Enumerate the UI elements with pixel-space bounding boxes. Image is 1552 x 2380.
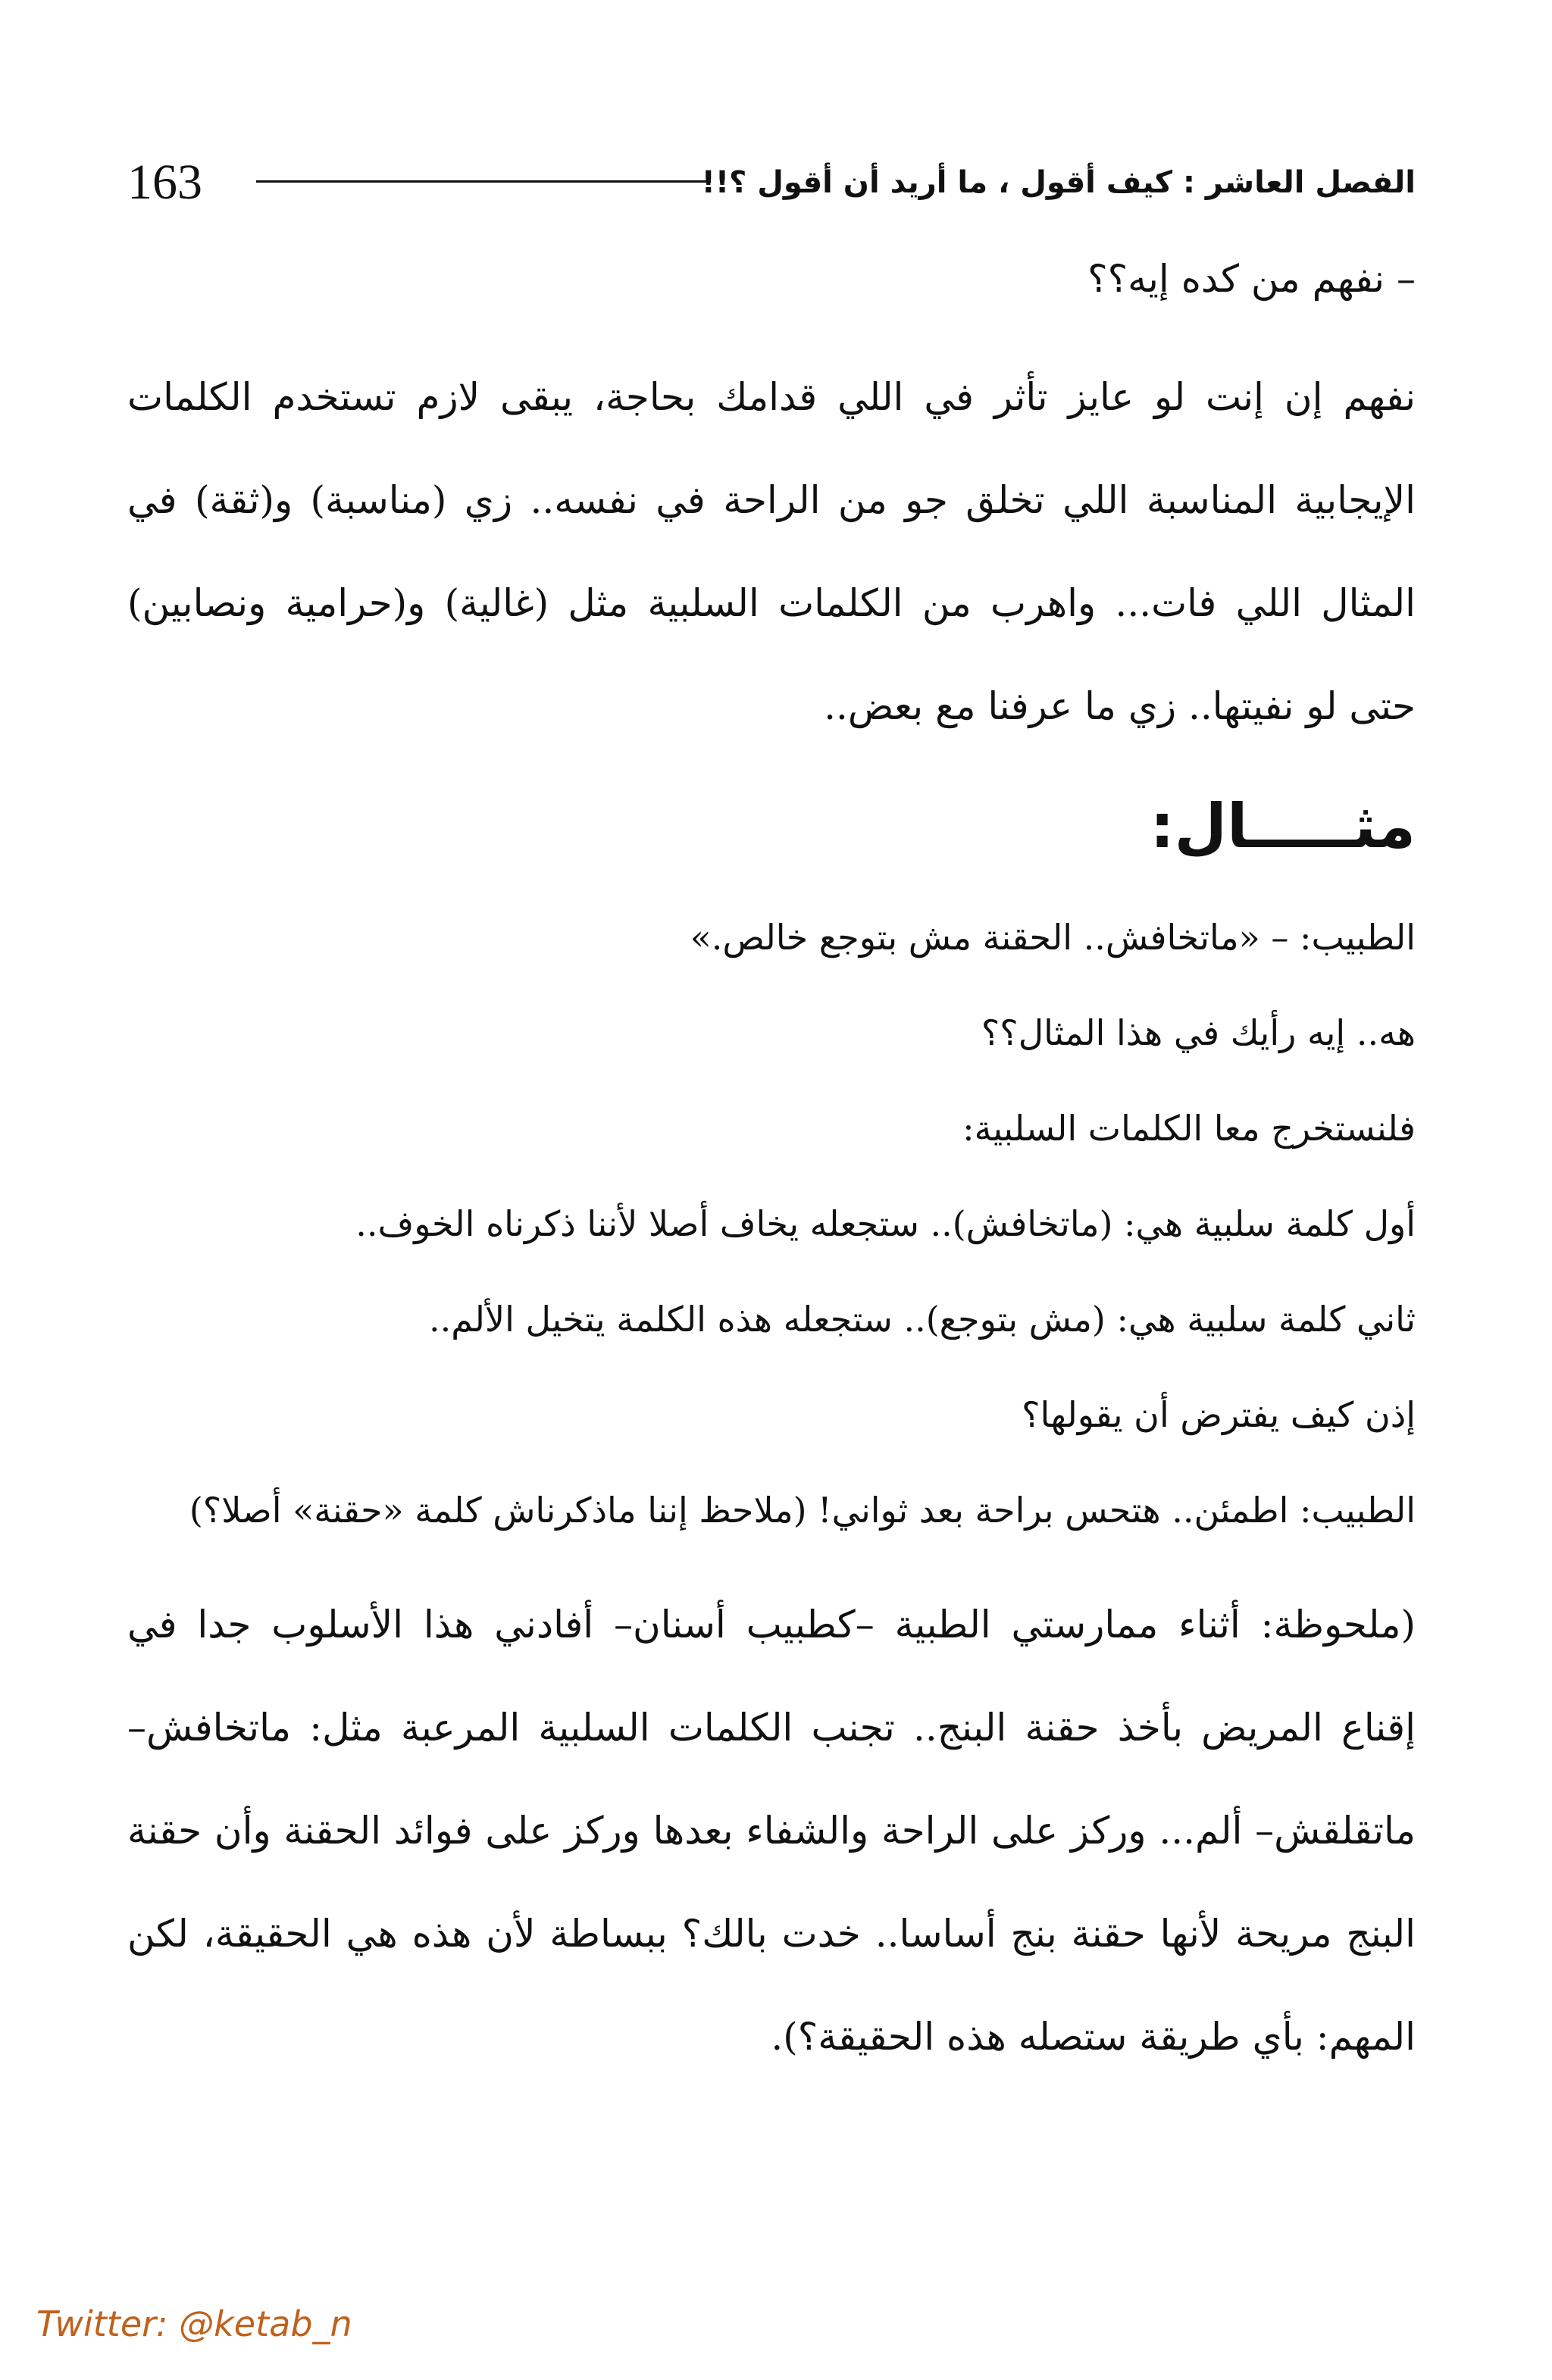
note-paragraph: (ملحوظة: أثناء ممارستي الطبية –كطبيب أسنان– أفادني هذا الأسلوب جدا في إقناع المريض بأخذ حقنة البنج.. تجنب الكلمات السلبية المرعبة مثل: ماتخافش– ماتقلقش– ألم... وركز على الراحة والشفاء بعدها وركز على فوائد الحقنة وأن حقنة البنج مريحة لأنها حقنة بنج أساسا.. خدت بالك؟ ببساطة لأن هذه هي الحقيقة، لكن المهم: بأي طريقة ستصله هذه الحقيقة؟). — [127, 1603, 1416, 2059]
running-title: الفصل العاشر : كيف أقول ، ما أريد أن أقول ؟!! — [701, 165, 1416, 200]
intro-paragraph: نفهم إن إنت لو عايز تأثر في اللي قدامك بحاجة، يبقى لازم تستخدم الكلمات الإيجابية المناسبة اللي تخلق جو من الراحة في نفسه.. زي (مناسبة) و(ثقة) في المثال اللي فات... واهرب من الكلمات السلبية مثل (غالية) و(حرامية ونصابين) حتى لو نفيتها.. زي ما عرفنا مع بعض.. — [127, 375, 1416, 728]
page-number: 163 — [127, 155, 202, 210]
opinion-question: هه.. إيه رأيك في هذا المثال؟؟ — [981, 1012, 1416, 1053]
twitter-credit: Twitter: @ketab_n — [36, 2303, 352, 2344]
opening-question: – نفهم من كده إيه؟؟ — [1087, 257, 1416, 301]
first-negative-word: أول كلمة سلبية هي: (ماتخافش).. ستجعله يخاف أصلا لأننا ذكرناه الخوف.. — [355, 1203, 1416, 1244]
page-body — [127, 227, 1416, 2088]
page-header — [127, 149, 1416, 217]
example-heading: مثـــــال: — [1150, 791, 1416, 862]
second-negative-word: ثاني كلمة سلبية هي: (مش بتوجع).. ستجعله هذه الكلمة يتخيل الألم.. — [428, 1299, 1416, 1340]
doctor-line-1: الطبيب: – «ماتخافش.. الحقنة مش بتوجع خالص.» — [690, 917, 1416, 958]
how-question: إذن كيف يفترض أن يقولها؟ — [1022, 1394, 1416, 1435]
header-rule — [256, 180, 711, 183]
extract-prompt: فلنستخرج معا الكلمات السلبية: — [962, 1108, 1416, 1149]
doctor-line-2: الطبيب: اطمئن.. هتحس براحة بعد ثواني! (ملاحظ إننا ماذكرناش كلمة «حقنة» أصلا؟) — [189, 1490, 1416, 1531]
